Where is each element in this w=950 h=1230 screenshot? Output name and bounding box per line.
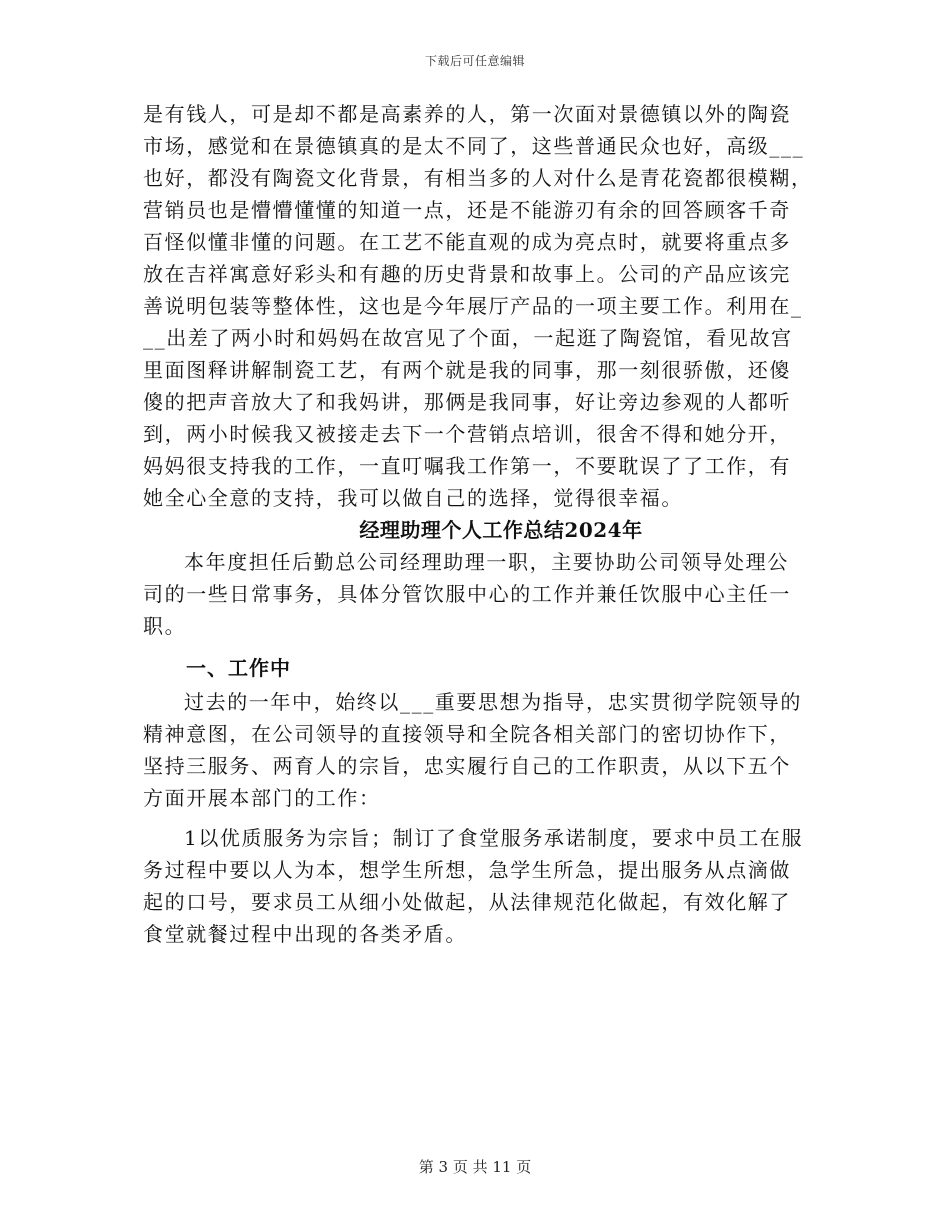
text-line: 到，两小时候我又被接走去下一个营销点培训，很舍不得和她分开， — [143, 422, 791, 446]
text-line: 本年度担任后勤总公司经理助理一职，主要协助公司领导处理公 — [184, 550, 789, 574]
text-line: 过去的一年中，始终以___重要思想为指导，忠实贯彻学院领导的 — [184, 690, 802, 714]
text-line: 放在吉祥寓意好彩头和有趣的历史背景和故事上。公司的产品应该完 — [143, 262, 791, 286]
text-line: 务过程中要以人为本，想学生所想，急学生所急，提出服务从点滴做 — [143, 858, 791, 882]
text-line: 食堂就餐过程中出现的各类矛盾。 — [143, 922, 467, 946]
text-line: 司的一些日常事务，具体分管饮服中心的工作并兼任饮服中心主任一 — [143, 582, 791, 606]
text-line: 精神意图，在公司领导的直接领导和全院各相关部门的密切协作下， — [143, 722, 791, 746]
text-line: 起的口号，要求员工从细小处做起，从法律规范化做起，有效化解了 — [143, 890, 791, 914]
text-line: 方面开展本部门的工作： — [143, 786, 381, 810]
text-line: 百怪似懂非懂的问题。在工艺不能直观的成为亮点时，就要将重点多 — [143, 230, 791, 254]
paragraph-continuation — [143, 98, 813, 514]
text-line: __出差了两小时和妈妈在故宫见了个面，一起逛了陶瓷馆，看见故宫 — [143, 326, 793, 350]
text-line: 职。 — [143, 614, 187, 638]
paragraph-intro — [143, 546, 809, 642]
page-number-footer: 第 3 页 共 11 页 — [418, 1158, 532, 1176]
text-line: 也好，都没有陶瓷文化背景，有相当多的人对什么是青花瓷都很模糊， — [143, 166, 813, 190]
text-line: 市场，感觉和在景德镇真的是太不同了，这些普通民众也好，高级___ — [143, 134, 805, 158]
text-line: 是有钱人，可是却不都是高素养的人，第一次面对景德镇以外的陶瓷 — [143, 102, 791, 126]
text-line: 1以优质服务为宗旨；制订了食堂服务承诺制度，要求中员工在服 — [184, 826, 804, 850]
text-line: 妈妈很支持我的工作，一直叮嘱我工作第一，不要耽误了了工作，有 — [143, 454, 791, 478]
document-title: 经理助理个人工作总结2024年 — [359, 518, 643, 542]
text-line: 她全心全意的支持，我可以做自己的选择，觉得很幸福。 — [143, 486, 683, 510]
text-line: 里面图释讲解制瓷工艺，有两个就是我的同事，那一刻很骄傲，还傻 — [143, 358, 791, 382]
text-line: 营销员也是懵懵懂懂的知道一点，还是不能游刃有余的回答顾客千奇 — [143, 198, 791, 222]
text-line: 善说明包装等整体性，这也是今年展厅产品的一项主要工作。利用在_ — [143, 294, 803, 318]
paragraph-service-item — [143, 822, 809, 950]
document-body — [143, 98, 813, 950]
paragraph-work-summary — [143, 686, 809, 814]
page-header-note: 下载后可任意编辑 — [424, 54, 525, 68]
section-heading: 一、工作中 — [186, 656, 291, 680]
text-line: 傻的把声音放大了和我妈讲，那俩是我同事，好让旁边参观的人都听 — [143, 390, 791, 414]
text-line: 坚持三服务、两育人的宗旨，忠实履行自己的工作职责，从以下五个 — [143, 754, 791, 778]
